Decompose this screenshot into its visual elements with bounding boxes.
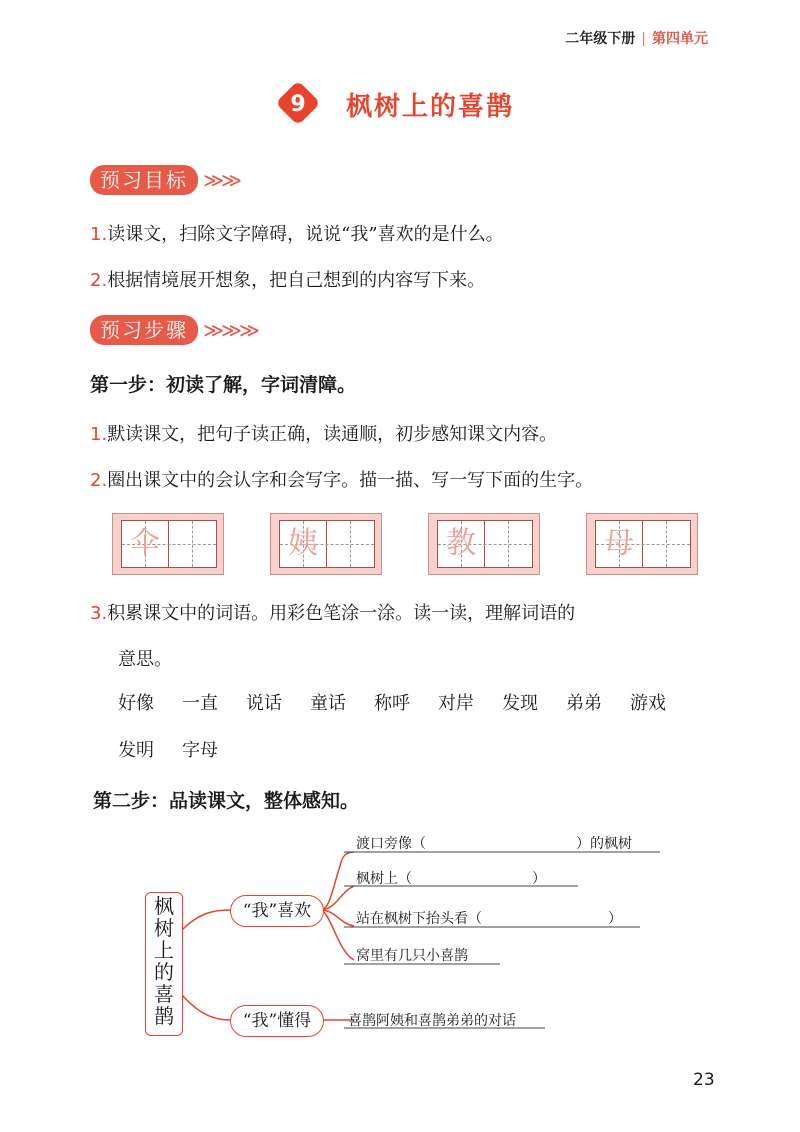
goals-section-tag: [90, 165, 239, 195]
mindmap-leaf-4: 窝里有几只小喜鹊: [356, 948, 468, 964]
trace-char: 伞: [130, 526, 160, 561]
mindmap-branch-like: “我”喜欢: [230, 895, 324, 927]
word-list-row-1: [118, 689, 666, 715]
grade-label: 二年级下册: [565, 31, 636, 47]
steps-tag-label: 预习步骤: [90, 315, 198, 345]
step1-title: 第一步：初读了解，字词清障。: [90, 374, 357, 396]
char-grid-2: [270, 513, 382, 575]
steps-arrows-icon: ≫≫≫: [203, 318, 257, 342]
step2-title: 第二步：品读课文，整体感知。: [93, 790, 360, 812]
unit-label: 第四单元: [652, 31, 708, 47]
lesson-number: 9: [290, 92, 306, 117]
lesson-number-badge: [274, 79, 322, 127]
header-separator: |: [641, 31, 646, 47]
trace-char: 母: [604, 526, 634, 561]
word-item[interactable]: 发明: [118, 740, 154, 761]
step1-item-3-cont: 意思。: [118, 649, 172, 670]
goals-arrows-icon: ≫≫: [203, 168, 239, 192]
word-item[interactable]: 游戏: [630, 693, 666, 714]
step1-item-1: 1.默读课文，把句子读正确，读通顺，初步感知课文内容。: [90, 424, 558, 445]
word-item[interactable]: 一直: [182, 693, 218, 714]
trace-char: 教: [446, 526, 476, 561]
word-item[interactable]: 对岸: [438, 693, 474, 714]
goal-1: 1.读课文，扫除文字障碍，说说“我”喜欢的是什么。: [90, 224, 504, 245]
lesson-title: 枫树上的喜鹊: [346, 92, 515, 122]
steps-section-tag: [90, 315, 257, 345]
mindmap-branch-understand: “我”懂得: [230, 1005, 324, 1037]
goal-2: 2.根据情境展开想象，把自己想到的内容写下来。: [90, 270, 486, 291]
word-item[interactable]: 说话: [246, 693, 282, 714]
word-item[interactable]: 发现: [502, 693, 538, 714]
trace-char: 姨: [288, 526, 318, 561]
char-grid-3: [428, 513, 540, 575]
char-grid-4: [586, 513, 698, 575]
goals-tag-label: 预习目标: [90, 165, 198, 195]
mindmap-root: 枫 树 上 的 喜 鹊: [145, 892, 183, 1036]
step1-item-2: 2.圈出课文中的会认字和会写字。描一描、写一写下面的生字。: [90, 470, 594, 491]
mindmap-leaf-3: 站在枫树下抬头看（ ）: [356, 911, 622, 927]
word-item[interactable]: 弟弟: [566, 693, 602, 714]
page-number: 23: [693, 1070, 715, 1090]
step1-item-3: 3.积累课文中的词语。用彩色笔涂一涂。读一读，理解词语的: [90, 603, 576, 624]
word-item[interactable]: 称呼: [374, 693, 410, 714]
word-item[interactable]: 字母: [182, 740, 218, 761]
char-grid-1: [112, 513, 224, 575]
word-item[interactable]: 好像: [118, 693, 154, 714]
word-item[interactable]: 童话: [310, 693, 346, 714]
word-list-row-2: [118, 736, 246, 762]
mindmap-leaf-dialogue: 喜鹊阿姨和喜鹊弟弟的对话: [348, 1013, 516, 1029]
mindmap-leaf-2: 枫树上（ ）: [356, 871, 546, 887]
page-header: [565, 28, 708, 48]
mindmap-leaf-1: 渡口旁像（ ）的枫树: [356, 836, 632, 852]
